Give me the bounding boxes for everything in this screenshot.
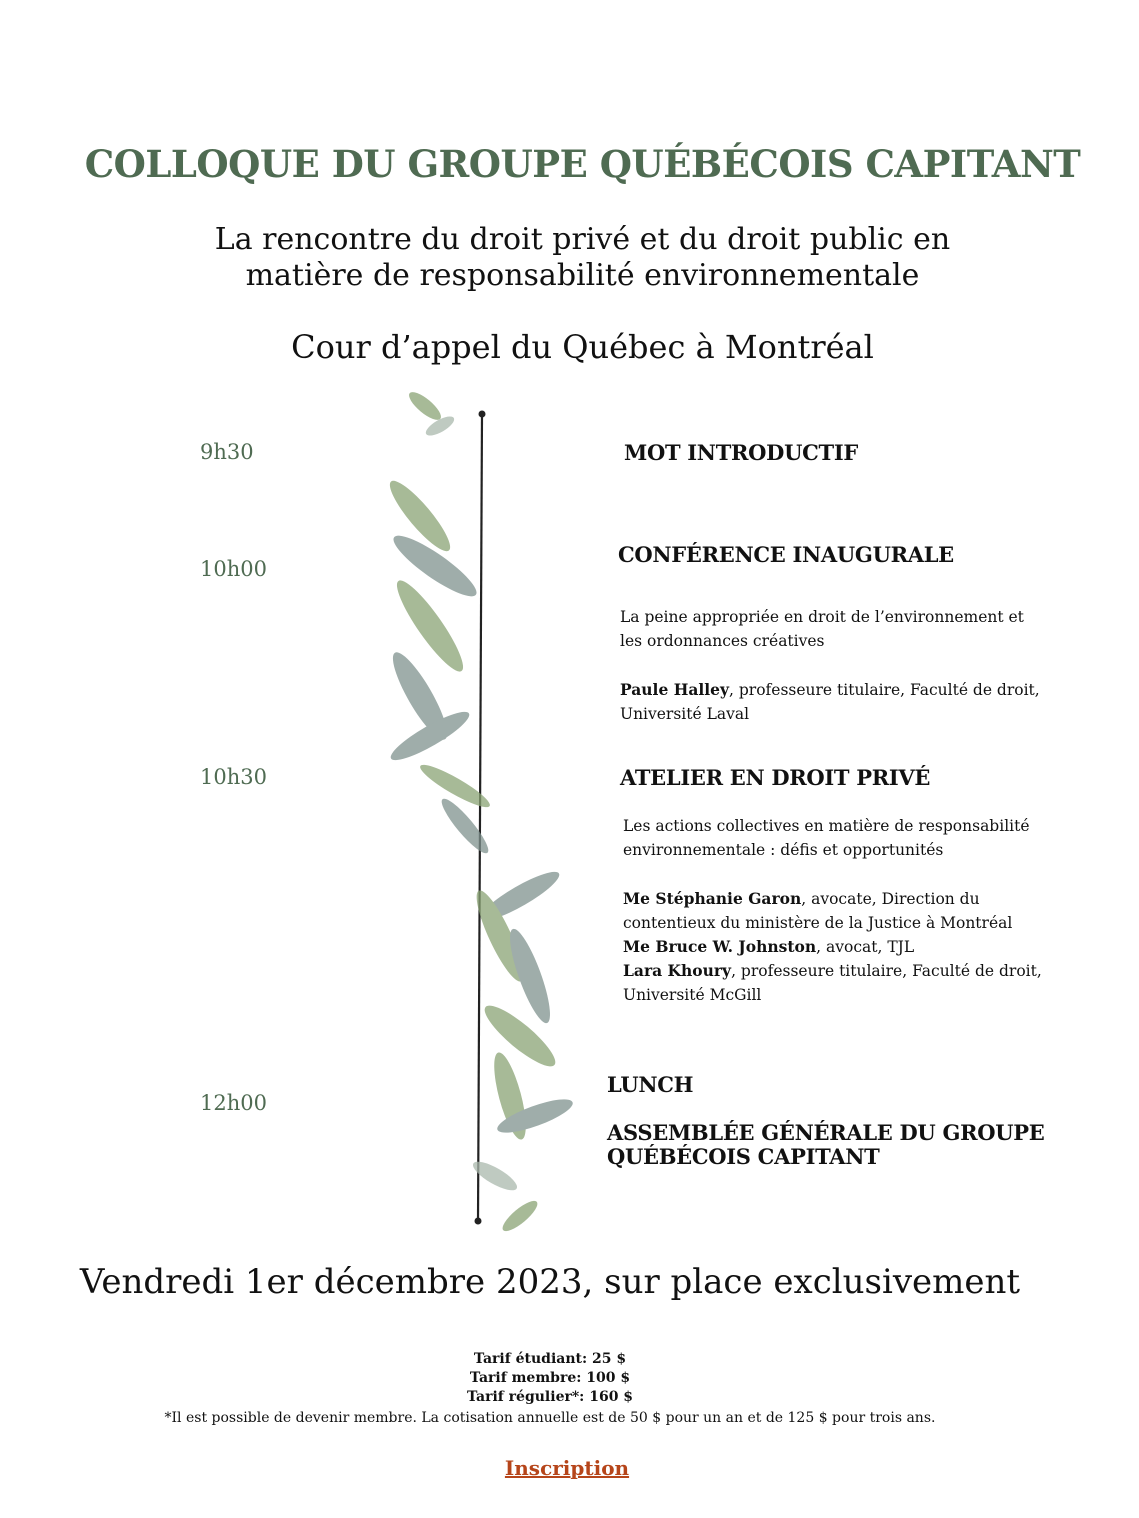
section-title-lunch: LUNCH	[607, 1072, 694, 1097]
subtitle-line-1: La rencontre du droit privé et du droit public en	[214, 222, 951, 257]
speaker-name: Paule Halley	[620, 680, 730, 699]
speaker-role: contentieux du ministère de la Justice à Montréal	[623, 914, 1013, 932]
page-subtitle	[0, 222, 1139, 294]
speaker-role: Université McGill	[623, 986, 762, 1004]
inscription-link[interactable]: Inscription	[504, 1456, 630, 1480]
title-line: ASSEMBLÉE GÉNÉRALE DU GROUPE	[607, 1120, 1045, 1145]
topic-line: environnementale : défis et opportunités	[623, 841, 944, 859]
price-regular: Tarif régulier*: 160 $	[466, 1389, 634, 1405]
conference-topic	[620, 605, 1050, 653]
time-10h00: 10h00	[200, 557, 267, 581]
event-date: Vendredi 1er décembre 2023, sur place exclusivement	[79, 1262, 1021, 1302]
atelier-speakers	[623, 887, 1053, 1007]
price-list	[0, 1350, 1100, 1407]
speaker-role: , avocate, Direction du	[801, 890, 980, 908]
section-title-assemblee-generale	[607, 1121, 1044, 1169]
section-title-atelier-droit-prive: ATELIER EN DROIT PRIVÉ	[620, 765, 931, 790]
conference-speaker	[620, 678, 1050, 726]
subtitle-line-2: matière de responsabilité environnementale	[245, 258, 920, 293]
page-title: COLLOQUE DU GROUPE QUÉBÉCOIS CAPITANT	[84, 142, 1081, 186]
topic-line: les ordonnances créatives	[620, 632, 825, 650]
time-9h30: 9h30	[200, 440, 254, 464]
topic-line: Les actions collectives en matière de responsabilité	[623, 817, 1030, 835]
topic-line: La peine appropriée en droit de l’environnement et	[620, 608, 1024, 626]
speaker-role: Université Laval	[620, 705, 750, 723]
price-student: Tarif étudiant: 25 $	[473, 1351, 627, 1367]
time-10h30: 10h30	[200, 765, 267, 789]
speaker-role: , professeure titulaire, Faculté de droit,	[731, 962, 1042, 980]
speaker-name: Lara Khoury	[623, 961, 732, 980]
section-title-mot-introductif: MOT INTRODUCTIF	[624, 440, 858, 465]
atelier-topic	[623, 814, 1053, 862]
title-line: QUÉBÉCOIS CAPITANT	[607, 1144, 880, 1169]
venue: Cour d’appel du Québec à Montréal	[291, 328, 874, 366]
time-12h00: 12h00	[200, 1091, 267, 1115]
vine-timeline-illustration	[370, 376, 580, 1256]
price-member: Tarif membre: 100 $	[469, 1370, 631, 1386]
membership-note: *Il est possible de devenir membre. La cotisation annuelle est de 50 $ pour un an et de 125 $ pour trois ans.	[164, 1410, 936, 1426]
speaker-name: Me Stéphanie Garon	[623, 889, 802, 908]
speaker-role: , professeure titulaire, Faculté de droit,	[729, 681, 1040, 699]
speaker-role: , avocat, TJL	[816, 938, 915, 956]
section-title-conference-inaugurale: CONFÉRENCE INAUGURALE	[618, 542, 954, 567]
speaker-name: Me Bruce W. Johnston	[623, 937, 817, 956]
